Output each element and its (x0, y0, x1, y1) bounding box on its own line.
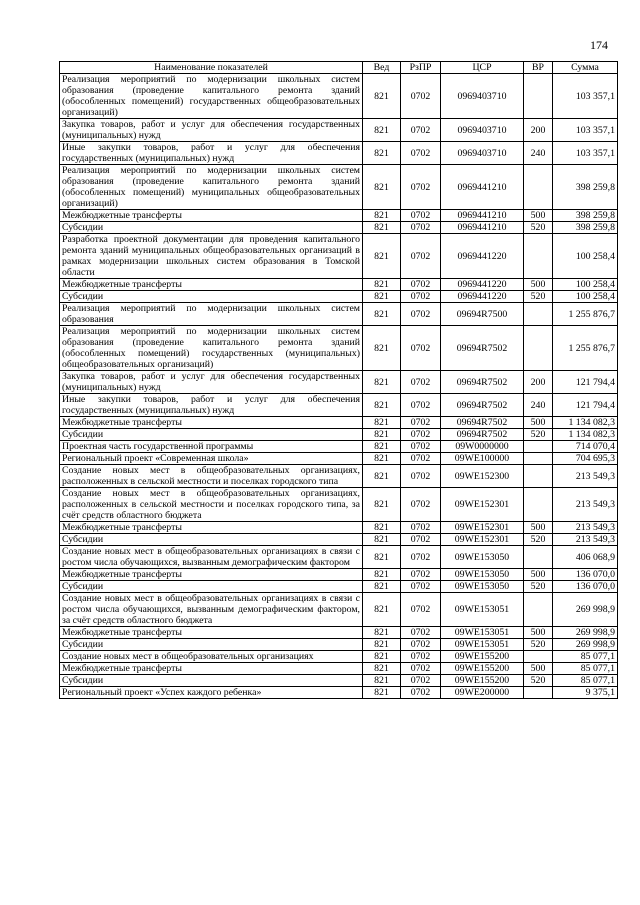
table-row (60, 74, 618, 119)
row-vr: 520 (524, 534, 553, 546)
row-name: Межбюджетные трансферты (60, 279, 363, 291)
row-sum: 406 068,9 (553, 546, 618, 569)
row-name: Субсидии (60, 534, 363, 546)
table-row (60, 165, 618, 210)
row-csr: 0969403710 (441, 119, 524, 142)
row-name: Создание новых мест в общеобразовательных организациях, расположенных в сельской местности и поселках городского типа (60, 465, 363, 488)
table-row (60, 279, 618, 291)
row-rzpr: 0702 (401, 74, 441, 119)
row-ved: 821 (363, 119, 401, 142)
row-sum: 103 357,1 (553, 119, 618, 142)
row-name: Субсидии (60, 429, 363, 441)
row-csr: 09WE100000 (441, 453, 524, 465)
table-row (60, 326, 618, 371)
row-csr: 09694R7500 (441, 303, 524, 326)
row-ved: 821 (363, 417, 401, 429)
row-name: Межбюджетные трансферты (60, 210, 363, 222)
table-row (60, 234, 618, 279)
row-name: Создание новых мест в общеобразовательных организациях, расположенных в сельской местности и поселках городского типа, за счёт средств областного бюджета (60, 488, 363, 522)
row-rzpr: 0702 (401, 522, 441, 534)
row-name: Реализация мероприятий по модернизации школьных систем образования (60, 303, 363, 326)
row-rzpr: 0702 (401, 639, 441, 651)
row-sum: 136 070,0 (553, 569, 618, 581)
row-vr: 500 (524, 279, 553, 291)
table-row (60, 488, 618, 522)
header-csr: ЦСР (441, 62, 524, 74)
table-row (60, 291, 618, 303)
row-rzpr: 0702 (401, 119, 441, 142)
table-header-row (60, 62, 618, 74)
table-row (60, 303, 618, 326)
row-vr: 500 (524, 663, 553, 675)
row-name: Закупка товаров, работ и услуг для обеспечения государственных (муниципальных) нужд (60, 371, 363, 394)
row-vr (524, 651, 553, 663)
row-name: Межбюджетные трансферты (60, 627, 363, 639)
table-row (60, 394, 618, 417)
row-name: Разработка проектной документации для проведения капитального ремонта зданий муниципальных общеобразовательных организаций в рамках модернизации школьных систем образования в Томской области (60, 234, 363, 279)
row-ved: 821 (363, 303, 401, 326)
row-sum: 269 998,9 (553, 627, 618, 639)
row-ved: 821 (363, 453, 401, 465)
row-rzpr: 0702 (401, 291, 441, 303)
row-ved: 821 (363, 74, 401, 119)
row-ved: 821 (363, 687, 401, 699)
row-sum: 1 255 876,7 (553, 303, 618, 326)
row-vr: 520 (524, 639, 553, 651)
row-ved: 821 (363, 279, 401, 291)
row-name: Субсидии (60, 222, 363, 234)
row-csr: 0969441220 (441, 279, 524, 291)
row-sum: 1 134 082,3 (553, 429, 618, 441)
row-vr (524, 74, 553, 119)
row-name: Межбюджетные трансферты (60, 417, 363, 429)
row-vr: 240 (524, 394, 553, 417)
table-row (60, 569, 618, 581)
row-ved: 821 (363, 639, 401, 651)
row-rzpr: 0702 (401, 165, 441, 210)
row-vr: 200 (524, 371, 553, 394)
table-row (60, 534, 618, 546)
row-rzpr: 0702 (401, 234, 441, 279)
row-rzpr: 0702 (401, 675, 441, 687)
table-row (60, 465, 618, 488)
table-row (60, 441, 618, 453)
row-csr: 0969441220 (441, 234, 524, 279)
row-rzpr: 0702 (401, 593, 441, 627)
row-name: Субсидии (60, 639, 363, 651)
row-csr: 09694R7502 (441, 417, 524, 429)
row-vr: 520 (524, 291, 553, 303)
row-vr (524, 687, 553, 699)
row-name: Реализация мероприятий по модернизации школьных систем образования (проведение капитального ремонта зданий (обособленных помещений) муниципальных общеобразовательных организаций) (60, 165, 363, 210)
table-body (60, 74, 618, 699)
row-rzpr: 0702 (401, 581, 441, 593)
row-ved: 821 (363, 488, 401, 522)
row-rzpr: 0702 (401, 488, 441, 522)
row-rzpr: 0702 (401, 326, 441, 371)
row-sum: 269 998,9 (553, 593, 618, 627)
table-row (60, 627, 618, 639)
row-rzpr: 0702 (401, 394, 441, 417)
row-ved: 821 (363, 234, 401, 279)
row-rzpr: 0702 (401, 534, 441, 546)
row-sum: 85 077,1 (553, 675, 618, 687)
table-row (60, 453, 618, 465)
row-rzpr: 0702 (401, 465, 441, 488)
row-sum: 398 259,8 (553, 210, 618, 222)
row-vr (524, 441, 553, 453)
row-csr: 0969403710 (441, 74, 524, 119)
row-name: Иные закупки товаров, работ и услуг для обеспечения государственных (муниципальных) нужд (60, 142, 363, 165)
header-vr: ВР (524, 62, 553, 74)
row-csr: 09694R7502 (441, 326, 524, 371)
row-name: Межбюджетные трансферты (60, 522, 363, 534)
row-csr: 09WE200000 (441, 687, 524, 699)
row-vr (524, 465, 553, 488)
row-rzpr: 0702 (401, 663, 441, 675)
row-rzpr: 0702 (401, 651, 441, 663)
row-sum: 121 794,4 (553, 394, 618, 417)
row-ved: 821 (363, 394, 401, 417)
row-csr: 0969441210 (441, 210, 524, 222)
table-row (60, 210, 618, 222)
row-rzpr: 0702 (401, 429, 441, 441)
row-name: Межбюджетные трансферты (60, 569, 363, 581)
row-sum: 100 258,4 (553, 234, 618, 279)
row-vr: 520 (524, 675, 553, 687)
row-rzpr: 0702 (401, 441, 441, 453)
row-vr (524, 326, 553, 371)
row-vr: 500 (524, 210, 553, 222)
row-rzpr: 0702 (401, 210, 441, 222)
row-ved: 821 (363, 581, 401, 593)
row-csr: 09WE155200 (441, 675, 524, 687)
row-name: Создание новых мест в общеобразовательных организациях (60, 651, 363, 663)
row-rzpr: 0702 (401, 142, 441, 165)
row-name: Закупка товаров, работ и услуг для обеспечения государственных (муниципальных) нужд (60, 119, 363, 142)
row-name: Межбюджетные трансферты (60, 663, 363, 675)
row-sum: 9 375,1 (553, 687, 618, 699)
row-sum: 136 070,0 (553, 581, 618, 593)
row-rzpr: 0702 (401, 546, 441, 569)
row-rzpr: 0702 (401, 627, 441, 639)
table-row (60, 651, 618, 663)
row-ved: 821 (363, 291, 401, 303)
row-vr: 200 (524, 119, 553, 142)
row-sum: 1 134 082,3 (553, 417, 618, 429)
row-name: Создание новых мест в общеобразовательных организациях в связи с ростом числа обучающихся, вызванным демографическим фактором, за счёт средств областного бюджета (60, 593, 363, 627)
row-vr (524, 234, 553, 279)
row-csr: 09WE152300 (441, 465, 524, 488)
row-csr: 0969441210 (441, 165, 524, 210)
row-rzpr: 0702 (401, 303, 441, 326)
row-vr: 500 (524, 569, 553, 581)
row-sum: 85 077,1 (553, 651, 618, 663)
row-csr: 0969441210 (441, 222, 524, 234)
row-sum: 704 695,3 (553, 453, 618, 465)
table-row (60, 546, 618, 569)
row-ved: 821 (363, 569, 401, 581)
budget-table (59, 61, 618, 699)
row-ved: 821 (363, 441, 401, 453)
row-rzpr: 0702 (401, 569, 441, 581)
row-sum: 1 255 876,7 (553, 326, 618, 371)
row-ved: 821 (363, 534, 401, 546)
row-vr (524, 488, 553, 522)
row-ved: 821 (363, 210, 401, 222)
row-vr (524, 593, 553, 627)
row-ved: 821 (363, 465, 401, 488)
row-vr: 520 (524, 429, 553, 441)
row-csr: 0969403710 (441, 142, 524, 165)
row-name: Субсидии (60, 581, 363, 593)
row-rzpr: 0702 (401, 453, 441, 465)
table-row (60, 663, 618, 675)
table-row (60, 142, 618, 165)
row-ved: 821 (363, 675, 401, 687)
row-sum: 398 259,8 (553, 165, 618, 210)
row-csr: 09W0000000 (441, 441, 524, 453)
row-rzpr: 0702 (401, 222, 441, 234)
row-name: Субсидии (60, 675, 363, 687)
table-row (60, 222, 618, 234)
table-row (60, 675, 618, 687)
row-ved: 821 (363, 222, 401, 234)
row-csr: 09WE153051 (441, 627, 524, 639)
row-vr: 500 (524, 417, 553, 429)
row-rzpr: 0702 (401, 417, 441, 429)
table-row (60, 581, 618, 593)
row-name: Региональный проект «Современная школа» (60, 453, 363, 465)
row-sum: 103 357,1 (553, 74, 618, 119)
row-ved: 821 (363, 663, 401, 675)
row-name: Проектная часть государственной программы (60, 441, 363, 453)
row-name: Реализация мероприятий по модернизации школьных систем образования (проведение капитального ремонта зданий (обособленных помещений) государственных общеобразовательных организаций) (60, 74, 363, 119)
row-sum: 213 549,3 (553, 465, 618, 488)
table-row (60, 429, 618, 441)
row-csr: 09WE152301 (441, 534, 524, 546)
row-ved: 821 (363, 522, 401, 534)
row-vr (524, 453, 553, 465)
row-vr (524, 303, 553, 326)
row-ved: 821 (363, 593, 401, 627)
row-sum: 100 258,4 (553, 291, 618, 303)
table-row (60, 119, 618, 142)
row-name: Реализация мероприятий по модернизации школьных систем образования (проведение капитального ремонта зданий (обособленных помещений) государственных (муниципальных) общеобразовательных организаций) (60, 326, 363, 371)
row-vr: 520 (524, 222, 553, 234)
row-csr: 09694R7502 (441, 429, 524, 441)
table-row (60, 417, 618, 429)
header-ved: Вед (363, 62, 401, 74)
row-sum: 121 794,4 (553, 371, 618, 394)
row-ved: 821 (363, 142, 401, 165)
row-ved: 821 (363, 429, 401, 441)
row-vr: 240 (524, 142, 553, 165)
row-ved: 821 (363, 651, 401, 663)
row-csr: 09WE153051 (441, 593, 524, 627)
header-rzpr: РзПР (401, 62, 441, 74)
header-name: Наименование показателей (60, 62, 363, 74)
row-name: Региональный проект «Успех каждого ребенка» (60, 687, 363, 699)
table-row (60, 371, 618, 394)
row-ved: 821 (363, 371, 401, 394)
row-sum: 714 070,4 (553, 441, 618, 453)
row-csr: 09WE155200 (441, 663, 524, 675)
row-csr: 09WE152301 (441, 488, 524, 522)
table-row (60, 522, 618, 534)
row-sum: 100 258,4 (553, 279, 618, 291)
row-name: Субсидии (60, 291, 363, 303)
row-sum: 85 077,1 (553, 663, 618, 675)
row-vr (524, 546, 553, 569)
row-rzpr: 0702 (401, 279, 441, 291)
row-csr: 09694R7502 (441, 394, 524, 417)
table-row (60, 687, 618, 699)
row-sum: 213 549,3 (553, 522, 618, 534)
row-sum: 103 357,1 (553, 142, 618, 165)
row-csr: 09WE153051 (441, 639, 524, 651)
row-rzpr: 0702 (401, 371, 441, 394)
table-row (60, 639, 618, 651)
row-vr: 500 (524, 627, 553, 639)
row-ved: 821 (363, 627, 401, 639)
header-sum: Сумма (553, 62, 618, 74)
row-csr: 09WE153050 (441, 546, 524, 569)
row-csr: 09WE152301 (441, 522, 524, 534)
row-csr: 09WE155200 (441, 651, 524, 663)
row-ved: 821 (363, 326, 401, 371)
row-sum: 269 998,9 (553, 639, 618, 651)
row-csr: 0969441220 (441, 291, 524, 303)
row-vr (524, 165, 553, 210)
page-number: 174 (590, 38, 608, 52)
table-row (60, 593, 618, 627)
row-sum: 213 549,3 (553, 488, 618, 522)
row-vr: 500 (524, 522, 553, 534)
row-name: Иные закупки товаров, работ и услуг для обеспечения государственных (муниципальных) нужд (60, 394, 363, 417)
row-sum: 398 259,8 (553, 222, 618, 234)
row-sum: 213 549,3 (553, 534, 618, 546)
row-name: Создание новых мест в общеобразовательных организациях в связи с ростом числа обучающихся, вызванным демографическим фактором (60, 546, 363, 569)
row-ved: 821 (363, 546, 401, 569)
row-rzpr: 0702 (401, 687, 441, 699)
row-ved: 821 (363, 165, 401, 210)
row-csr: 09WE153050 (441, 581, 524, 593)
row-vr: 520 (524, 581, 553, 593)
row-csr: 09WE153050 (441, 569, 524, 581)
row-csr: 09694R7502 (441, 371, 524, 394)
